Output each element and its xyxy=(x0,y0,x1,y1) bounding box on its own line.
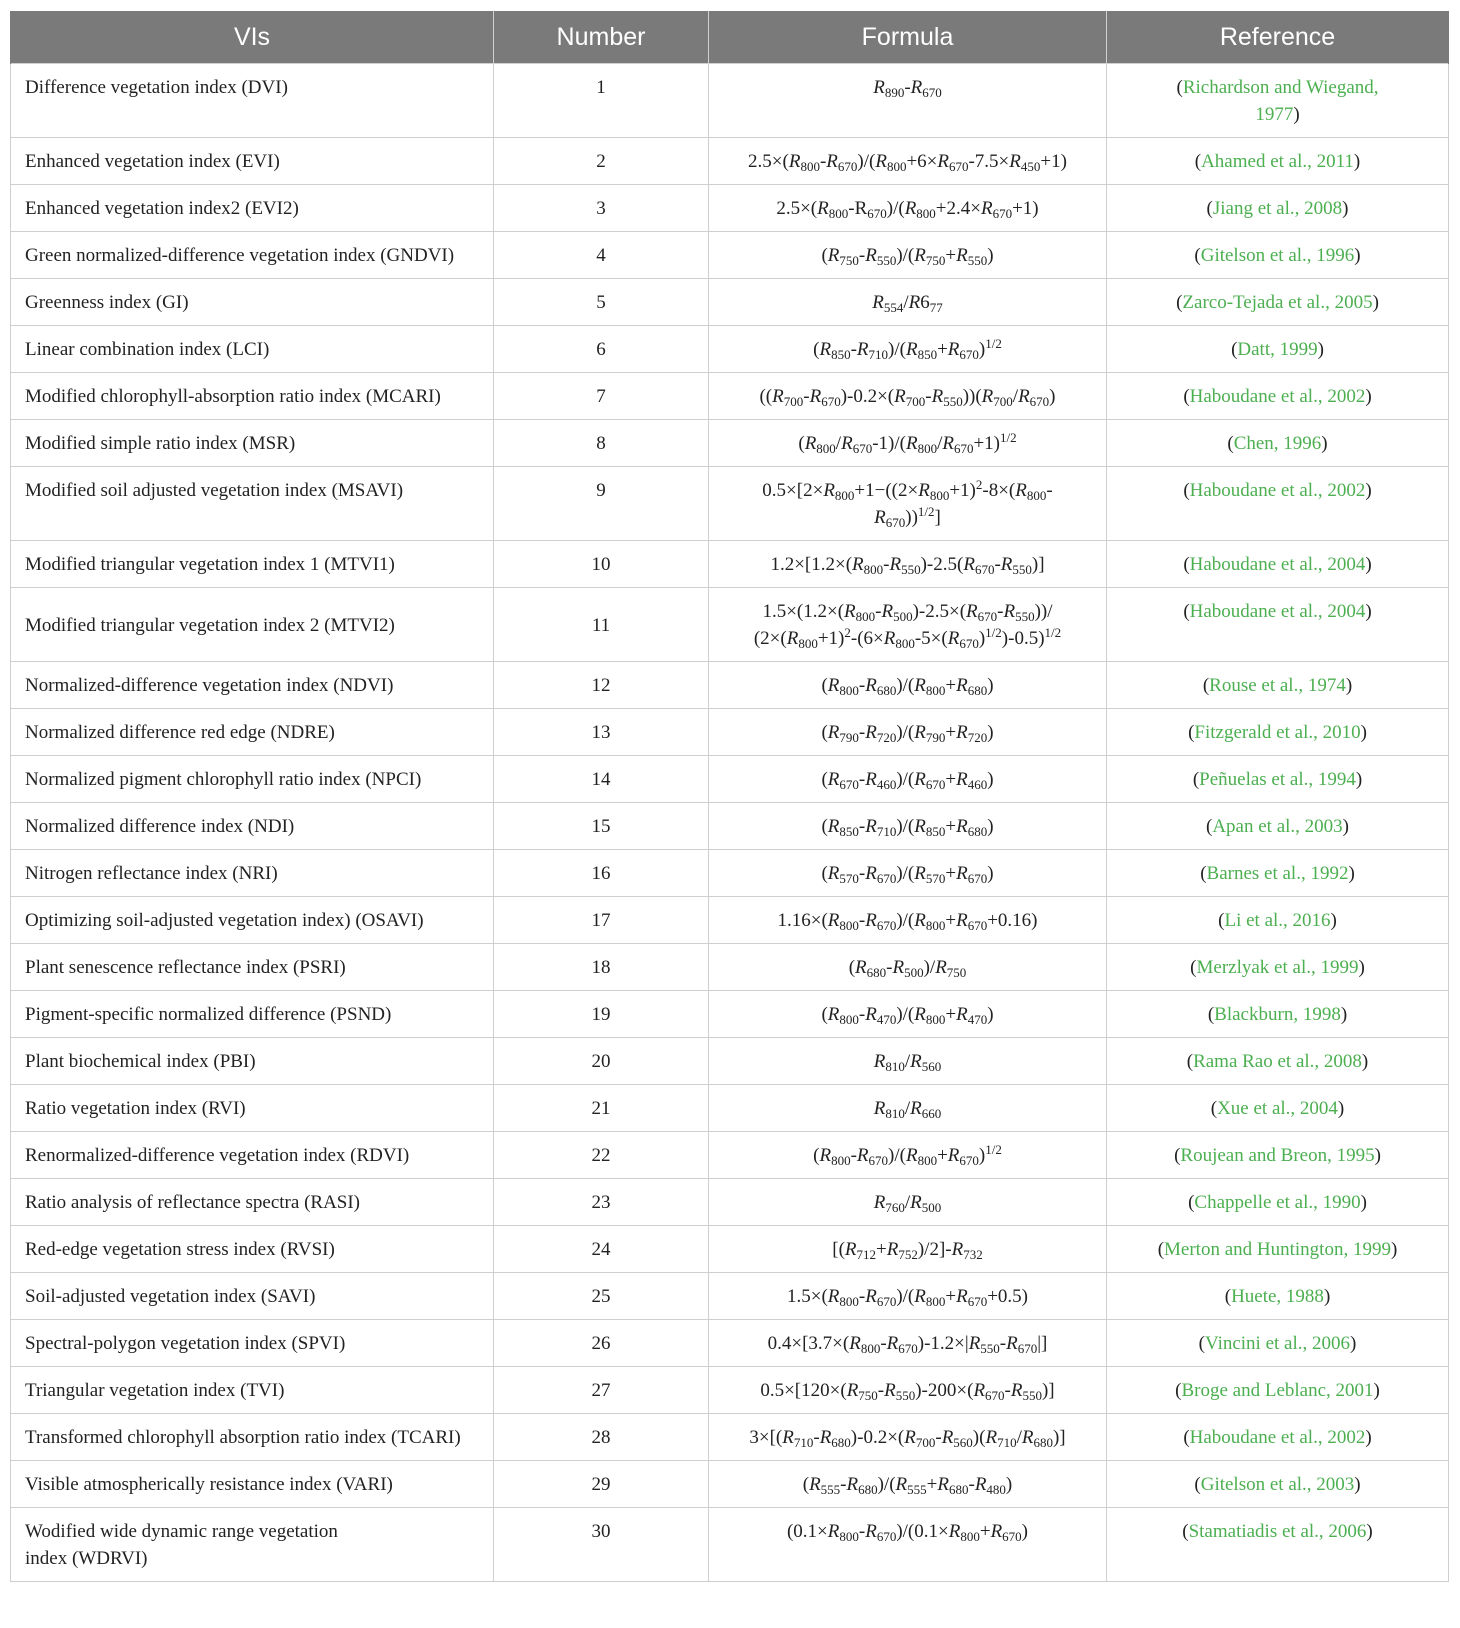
reference-open-paren: ( xyxy=(1176,77,1183,98)
reference-link[interactable]: Huete, 1988 xyxy=(1231,1286,1324,1307)
vi-number-cell: 27 xyxy=(494,1367,709,1414)
vi-reference-cell xyxy=(1107,541,1449,588)
vi-number-cell: 15 xyxy=(494,803,709,850)
vi-name-cell: Triangular vegetation index (TVI) xyxy=(11,1367,494,1414)
table-row xyxy=(11,420,1449,467)
vi-formula-cell: $(R_{670}-R_{460})/(R_{670}+R_{460})$ xyxy=(709,756,1107,803)
vi-name-cell: Modified triangular vegetation index 1 (MTVI1) xyxy=(11,541,494,588)
vi-number-cell: 9 xyxy=(494,467,709,541)
vi-formula-cell: $0.5\times[2\times R_{800}+1-((2\times R_{800}+1)^2-8\times(R_{800}-$ $R_{670}))^{1/2}$] xyxy=(709,467,1107,541)
reference-link[interactable]: Haboudane et al., 2004 xyxy=(1189,554,1366,575)
vi-formula-cell: $R_{810}/R_{560}$ xyxy=(709,1038,1107,1085)
reference-open-paren: ( xyxy=(1175,1380,1182,1401)
reference-close-paren: ) xyxy=(1317,339,1324,360)
reference-close-paren: ) xyxy=(1293,104,1300,125)
vi-reference-cell xyxy=(1107,756,1449,803)
table-row xyxy=(11,1367,1449,1414)
table-row xyxy=(11,1273,1449,1320)
reference-link[interactable]: Merton and Huntington, 1999 xyxy=(1164,1239,1391,1260)
reference-open-paren: ( xyxy=(1224,1286,1232,1307)
vi-formula-cell: $((R_{700}-R_{670})-0.2\times(R_{700}-R_{550}))(R_{700}/R_{670})$ xyxy=(709,373,1107,420)
table-row xyxy=(11,185,1449,232)
table-row xyxy=(11,1461,1449,1508)
table-row xyxy=(11,991,1449,1038)
table-row xyxy=(11,1414,1449,1461)
vi-reference-cell xyxy=(1107,138,1449,185)
header-formula: Formula xyxy=(709,11,1107,64)
table-row xyxy=(11,279,1449,326)
vi-name-cell: Modified soil adjusted vegetation index (MSAVI) xyxy=(11,467,494,541)
vi-reference-cell xyxy=(1107,1226,1449,1273)
vi-reference-cell xyxy=(1107,803,1449,850)
vi-number-cell: 10 xyxy=(494,541,709,588)
vi-number-cell: 17 xyxy=(494,897,709,944)
reference-open-paren: ( xyxy=(1210,1098,1218,1119)
vi-name-cell: Ratio vegetation index (RVI) xyxy=(11,1085,494,1132)
vi-name-cell: Soil-adjusted vegetation index (SAVI) xyxy=(11,1273,494,1320)
vi-reference-cell xyxy=(1107,991,1449,1038)
vi-formula-cell: $(R_{680}-R_{500})/R_{750}$ xyxy=(709,944,1107,991)
vi-formula-cell: $(R_{570}-R_{670})/(R_{570}+R_{670})$ xyxy=(709,850,1107,897)
vi-reference-cell xyxy=(1107,709,1449,756)
reference-close-paren: ) xyxy=(1345,675,1353,696)
vi-formula-cell: $2.5\times(R_{800}-R_{670})/(R_{800}+2.4\times R_{670}+1)$ xyxy=(709,185,1107,232)
reference-open-paren: ( xyxy=(1190,957,1197,978)
vi-number-cell: 16 xyxy=(494,850,709,897)
vi-name-cell: Normalized difference red edge (NDRE) xyxy=(11,709,494,756)
reference-close-paren: ) xyxy=(1350,1333,1357,1354)
table-row xyxy=(11,756,1449,803)
reference-close-paren: ) xyxy=(1348,863,1355,884)
vi-number-cell: 4 xyxy=(494,232,709,279)
reference-open-paren: ( xyxy=(1218,910,1225,931)
reference-link[interactable]: Blackburn, 1998 xyxy=(1214,1004,1341,1025)
vi-number-cell: 29 xyxy=(494,1461,709,1508)
table-row xyxy=(11,1085,1449,1132)
vi-formula-cell: $(R_{750}-R_{550})/(R_{750}+R_{550})$ xyxy=(709,232,1107,279)
reference-open-paren: ( xyxy=(1183,554,1190,575)
vi-formula-cell: $1.5\times(R_{800}-R_{670})/(R_{800}+R_{670}+0.5)$ xyxy=(709,1273,1107,1320)
vi-formula-cell: $(R_{800}-R_{680})/(R_{800}+R_{680})$ xyxy=(709,662,1107,709)
table-row xyxy=(11,467,1449,541)
reference-open-paren: ( xyxy=(1231,339,1238,360)
reference-link[interactable]: Fitzgerald et al., 2010 xyxy=(1194,722,1361,743)
vi-reference-cell xyxy=(1107,279,1449,326)
table-row xyxy=(11,373,1449,420)
vi-number-cell: 7 xyxy=(494,373,709,420)
reference-open-paren: ( xyxy=(1183,480,1190,501)
vi-name-cell: Modified simple ratio index (MSR) xyxy=(11,420,494,467)
vi-reference-cell xyxy=(1107,64,1449,138)
vi-reference-cell xyxy=(1107,1132,1449,1179)
vi-name-cell: Renormalized-difference vegetation index (RDVI) xyxy=(11,1132,494,1179)
reference-open-paren: ( xyxy=(1174,1145,1181,1166)
vi-number-cell: 14 xyxy=(494,756,709,803)
reference-open-paren: ( xyxy=(1188,722,1195,743)
reference-close-paren: ) xyxy=(1354,1474,1361,1495)
vegetation-index-table xyxy=(10,11,1449,1582)
reference-close-paren: ) xyxy=(1390,1239,1398,1260)
reference-link[interactable]: Broge and Leblanc, 2001 xyxy=(1181,1380,1374,1401)
reference-link[interactable]: Haboudane et al., 2004 xyxy=(1189,601,1366,622)
vi-formula-cell: $1.2\times[1.2\times(R_{800}-R_{550})-2.5(R_{670}-R_{550})]$ xyxy=(709,541,1107,588)
reference-open-paren: ( xyxy=(1192,769,1200,790)
vi-number-cell: 2 xyxy=(494,138,709,185)
vi-name-cell: Normalized pigment chlorophyll ratio index (NPCI) xyxy=(11,756,494,803)
reference-open-paren: ( xyxy=(1194,1474,1201,1495)
vi-formula-cell: $R_{760}/R_{500}$ xyxy=(709,1179,1107,1226)
reference-close-paren: ) xyxy=(1337,1098,1345,1119)
reference-close-paren: ) xyxy=(1321,433,1328,454)
vi-number-cell: 3 xyxy=(494,185,709,232)
reference-open-paren: ( xyxy=(1194,245,1201,266)
vi-number-cell: 22 xyxy=(494,1132,709,1179)
vi-name-cell: Pigment-specific normalized difference (PSND) xyxy=(11,991,494,1038)
vi-name-cell: Wodified wide dynamic range vegetation index (WDRVI) xyxy=(11,1508,494,1582)
vi-number-cell: 26 xyxy=(494,1320,709,1367)
reference-close-paren: ) xyxy=(1342,816,1349,837)
reference-open-paren: ( xyxy=(1206,198,1213,219)
vi-number-cell: 18 xyxy=(494,944,709,991)
reference-close-paren: ) xyxy=(1366,1521,1373,1542)
reference-link[interactable]: Apan et al., 2003 xyxy=(1212,816,1343,837)
reference-link[interactable]: Roujean and Breon, 1995 xyxy=(1180,1145,1375,1166)
vi-number-cell: 6 xyxy=(494,326,709,373)
vi-name-cell: Nitrogen reflectance index (NRI) xyxy=(11,850,494,897)
table-row xyxy=(11,588,1449,662)
table-body xyxy=(11,64,1449,1582)
reference-close-paren: ) xyxy=(1365,554,1372,575)
reference-close-paren: ) xyxy=(1365,1427,1372,1448)
vi-reference-cell xyxy=(1107,467,1449,541)
header-reference: Reference xyxy=(1107,11,1449,64)
reference-link[interactable]: Haboudane et al., 2002 xyxy=(1189,480,1366,501)
vi-formula-cell: $0.4\times[3.7\times(R_{800}-R_{670})-1.2\times|R_{550}-R_{670}|]$ xyxy=(709,1320,1107,1367)
vi-number-cell: 12 xyxy=(494,662,709,709)
vi-number-cell: 20 xyxy=(494,1038,709,1085)
vi-number-cell: 5 xyxy=(494,279,709,326)
vi-name-cell: Modified chlorophyll-absorption ratio index (MCARI) xyxy=(11,373,494,420)
vi-reference-cell xyxy=(1107,1508,1449,1582)
vi-name-cell: Plant senescence reflectance index (PSRI) xyxy=(11,944,494,991)
table-row xyxy=(11,1226,1449,1273)
reference-close-paren: ) xyxy=(1342,198,1349,219)
table-row xyxy=(11,1038,1449,1085)
table-row xyxy=(11,897,1449,944)
vi-name-cell: Red-edge vegetation stress index (RVSI) xyxy=(11,1226,494,1273)
vi-formula-cell: $1.16\times(R_{800}-R_{670})/(R_{800}+R_{670}+0.16)$ xyxy=(709,897,1107,944)
vi-formula-cell: $R_{554}/R6_{77}$ xyxy=(709,279,1107,326)
reference-link[interactable]: Stamatiadis et al., 2006 xyxy=(1188,1521,1367,1542)
vi-number-cell: 13 xyxy=(494,709,709,756)
vi-formula-cell: $(R_{555}-R_{680})/(R_{555}+R_{680}-R_{480})$ xyxy=(709,1461,1107,1508)
reference-link[interactable]: Gitelson et al., 2003 xyxy=(1200,1474,1355,1495)
reference-link[interactable]: Chappelle et al., 1990 xyxy=(1194,1192,1361,1213)
vi-reference-cell xyxy=(1107,588,1449,662)
vi-formula-cell: $1.5\times(1.2\times(R_{800}-R_{500})-2.5\times(R_{670}-R_{550}))/$ $(2\times(R_{800}+1)^2-(6\times R_{800}-5\times(R_{670})^{1/2})-0.5)^{1/2}$ xyxy=(709,588,1107,662)
header-vis: VIs xyxy=(11,11,494,64)
table-row xyxy=(11,803,1449,850)
vi-name-cell: Linear combination index (LCI) xyxy=(11,326,494,373)
reference-open-paren: ( xyxy=(1227,433,1234,454)
reference-close-paren: ) xyxy=(1355,769,1363,790)
vi-formula-cell: $3\times[(R_{710}-R_{680})-0.2\times(R_{700}-R_{560})(R_{710}/R_{680})]$ xyxy=(709,1414,1107,1461)
vi-number-cell: 23 xyxy=(494,1179,709,1226)
table-row xyxy=(11,1320,1449,1367)
table-row xyxy=(11,709,1449,756)
reference-open-paren: ( xyxy=(1183,601,1190,622)
vi-name-cell: Plant biochemical index (PBI) xyxy=(11,1038,494,1085)
vi-reference-cell xyxy=(1107,373,1449,420)
reference-link[interactable]: Merzlyak et al., 1999 xyxy=(1196,957,1359,978)
vi-name-cell: Normalized difference index (NDI) xyxy=(11,803,494,850)
reference-link[interactable]: Rouse et al., 1974 xyxy=(1209,675,1346,696)
vi-reference-cell xyxy=(1107,944,1449,991)
vi-reference-cell xyxy=(1107,1179,1449,1226)
reference-link[interactable]: Richardson and Wiegand, 1977 xyxy=(1182,77,1379,125)
vi-name-cell: Visible atmospherically resistance index (VARI) xyxy=(11,1461,494,1508)
reference-open-paren: ( xyxy=(1198,1333,1205,1354)
reference-link[interactable]: Vincini et al., 2006 xyxy=(1204,1333,1351,1354)
vi-reference-cell xyxy=(1107,1085,1449,1132)
reference-link[interactable]: Peñuelas et al., 1994 xyxy=(1199,769,1356,790)
reference-open-paren: ( xyxy=(1186,1051,1194,1072)
vi-number-cell: 25 xyxy=(494,1273,709,1320)
table-row xyxy=(11,944,1449,991)
reference-open-paren: ( xyxy=(1182,1521,1189,1542)
vi-formula-cell: $(R_{800}/R_{670}-1)/(R_{800}/R_{670}+1)^{1/2}$ xyxy=(709,420,1107,467)
reference-open-paren: ( xyxy=(1183,386,1190,407)
header-row xyxy=(11,11,1449,64)
vi-reference-cell xyxy=(1107,1273,1449,1320)
vi-formula-cell: $(0.1\times R_{800}-R_{670})/(0.1\times R_{800}+R_{670})$ xyxy=(709,1508,1107,1582)
reference-link[interactable]: Rama Rao et al., 2008 xyxy=(1193,1051,1362,1072)
reference-close-paren: ) xyxy=(1353,151,1361,172)
vi-reference-cell xyxy=(1107,662,1449,709)
reference-link[interactable]: Haboudane et al., 2002 xyxy=(1189,1427,1366,1448)
vegetation-index-table-container xyxy=(10,11,1448,1582)
reference-close-paren: ) xyxy=(1373,1380,1380,1401)
vi-formula-cell: $(R_{800}-R_{470})/(R_{800}+R_{470})$ xyxy=(709,991,1107,1038)
vi-formula-cell: $(R_{850}-R_{710})/(R_{850}+R_{670})^{1/2}$ xyxy=(709,326,1107,373)
reference-open-paren: ( xyxy=(1176,292,1183,313)
vi-formula-cell: $(R_{800}-R_{670})/(R_{800}+R_{670})^{1/2}$ xyxy=(709,1132,1107,1179)
vi-formula-cell: $(R_{850}-R_{710})/(R_{850}+R_{680})$ xyxy=(709,803,1107,850)
reference-close-paren: ) xyxy=(1358,957,1365,978)
table-row xyxy=(11,850,1449,897)
reference-link[interactable]: Xue et al., 2004 xyxy=(1217,1098,1338,1119)
reference-link[interactable]: Li et al., 2016 xyxy=(1224,910,1331,931)
table-row xyxy=(11,662,1449,709)
vi-formula-cell: $0.5\times[120\times(R_{750}-R_{550})-200\times(R_{670}-R_{550})]$ xyxy=(709,1367,1107,1414)
reference-link[interactable]: Zarco-Tejada et al., 2005 xyxy=(1182,292,1373,313)
vi-reference-cell xyxy=(1107,1414,1449,1461)
vi-name-cell: Greenness index (GI) xyxy=(11,279,494,326)
vi-reference-cell xyxy=(1107,897,1449,944)
vi-number-cell: 8 xyxy=(494,420,709,467)
reference-open-paren: ( xyxy=(1207,1004,1215,1025)
table-row xyxy=(11,1179,1449,1226)
reference-link[interactable]: Jiang et al., 2008 xyxy=(1212,198,1343,219)
reference-link[interactable]: Barnes et al., 1992 xyxy=(1206,863,1349,884)
vi-reference-cell xyxy=(1107,1320,1449,1367)
reference-open-paren: ( xyxy=(1202,675,1210,696)
vi-name-cell: Difference vegetation index (DVI) xyxy=(11,64,494,138)
reference-close-paren: ) xyxy=(1360,1192,1367,1213)
table-row xyxy=(11,1132,1449,1179)
vi-reference-cell xyxy=(1107,1367,1449,1414)
reference-link[interactable]: Haboudane et al., 2002 xyxy=(1189,386,1366,407)
vi-reference-cell xyxy=(1107,1038,1449,1085)
reference-open-paren: ( xyxy=(1194,151,1202,172)
reference-open-paren: ( xyxy=(1157,1239,1165,1260)
vi-reference-cell xyxy=(1107,1461,1449,1508)
reference-link[interactable]: Chen, 1996 xyxy=(1233,433,1322,454)
reference-open-paren: ( xyxy=(1188,1192,1195,1213)
vi-formula-cell: $2.5\times(R_{800}-R_{670})/(R_{800}+6\times R_{670}-7.5\times R_{450}+1)$ xyxy=(709,138,1107,185)
vi-number-cell: 24 xyxy=(494,1226,709,1273)
vi-reference-cell xyxy=(1107,850,1449,897)
vi-reference-cell xyxy=(1107,326,1449,373)
table-row xyxy=(11,326,1449,373)
reference-open-paren: ( xyxy=(1206,816,1213,837)
vi-reference-cell xyxy=(1107,420,1449,467)
vi-number-cell: 21 xyxy=(494,1085,709,1132)
reference-close-paren: ) xyxy=(1330,910,1337,931)
vi-number-cell: 28 xyxy=(494,1414,709,1461)
vi-name-cell: Optimizing soil-adjusted vegetation index) (OSAVI) xyxy=(11,897,494,944)
reference-close-paren: ) xyxy=(1361,1051,1369,1072)
reference-close-paren: ) xyxy=(1323,1286,1331,1307)
vi-name-cell: Normalized-difference vegetation index (NDVI) xyxy=(11,662,494,709)
reference-close-paren: ) xyxy=(1354,245,1361,266)
reference-close-paren: ) xyxy=(1360,722,1367,743)
reference-open-paren: ( xyxy=(1183,1427,1190,1448)
reference-link[interactable]: Datt, 1999 xyxy=(1237,339,1318,360)
reference-close-paren: ) xyxy=(1374,1145,1381,1166)
reference-link[interactable]: Ahamed et al., 2011 xyxy=(1201,151,1354,172)
reference-open-paren: ( xyxy=(1200,863,1207,884)
vi-name-cell: Modified triangular vegetation index 2 (MTVI2) xyxy=(11,588,494,662)
reference-close-paren: ) xyxy=(1365,480,1372,501)
vi-name-cell: Transformed chlorophyll absorption ratio index (TCARI) xyxy=(11,1414,494,1461)
vi-formula-cell: $[(R_{712}+R_{752})/2]-R_{732}$ xyxy=(709,1226,1107,1273)
header-number: Number xyxy=(494,11,709,64)
table-row xyxy=(11,232,1449,279)
vi-number-cell: 11 xyxy=(494,588,709,662)
reference-close-paren: ) xyxy=(1365,386,1372,407)
vi-name-cell: Enhanced vegetation index2 (EVI2) xyxy=(11,185,494,232)
table-row xyxy=(11,1508,1449,1582)
reference-close-paren: ) xyxy=(1365,601,1372,622)
vi-name-cell: Ratio analysis of reflectance spectra (RASI) xyxy=(11,1179,494,1226)
vi-reference-cell xyxy=(1107,232,1449,279)
table-row xyxy=(11,138,1449,185)
vi-number-cell: 30 xyxy=(494,1508,709,1582)
vi-number-cell: 19 xyxy=(494,991,709,1038)
vi-name-cell: Green normalized-difference vegetation index (GNDVI) xyxy=(11,232,494,279)
vi-name-cell: Enhanced vegetation index (EVI) xyxy=(11,138,494,185)
table-row xyxy=(11,541,1449,588)
vi-formula-cell: $(R_{790}-R_{720})/(R_{790}+R_{720})$ xyxy=(709,709,1107,756)
vi-reference-cell xyxy=(1107,185,1449,232)
vi-formula-cell: $R_{890}-R_{670}$ xyxy=(709,64,1107,138)
vi-number-cell: 1 xyxy=(494,64,709,138)
vi-formula-cell: $R_{810}/R_{660}$ xyxy=(709,1085,1107,1132)
vi-name-cell: Spectral-polygon vegetation index (SPVI) xyxy=(11,1320,494,1367)
reference-link[interactable]: Gitelson et al., 1996 xyxy=(1200,245,1355,266)
reference-close-paren: ) xyxy=(1340,1004,1348,1025)
reference-close-paren: ) xyxy=(1372,292,1379,313)
table-row xyxy=(11,64,1449,138)
